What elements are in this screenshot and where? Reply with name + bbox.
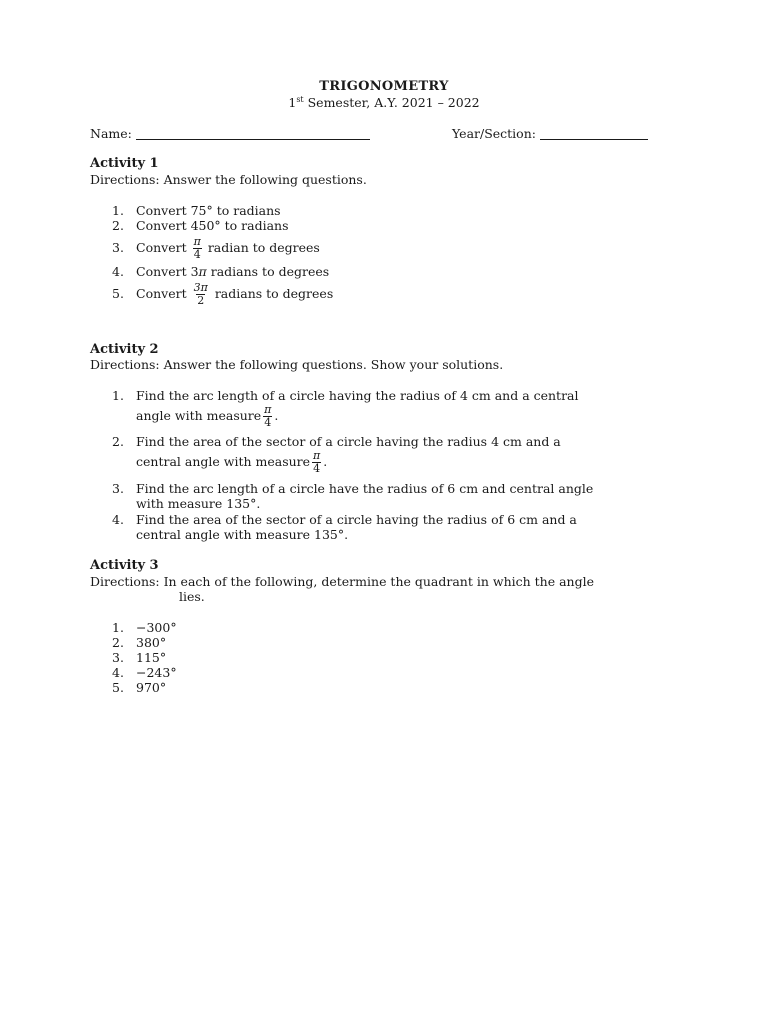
activity-3-directions-cont: lies. bbox=[179, 589, 205, 604]
activity-2-item-3: 3. Find the arc length of a circle have the radius of 6 cm and central angle with measure 135°. bbox=[112, 481, 594, 511]
activity-2-item-4: 4. Find the area of the sector of a circle having the radius of 6 cm and a central angle with measure 135°. bbox=[112, 512, 577, 542]
fraction-pi-over-4: $\frac{\pi}{4}$ bbox=[264, 403, 272, 429]
activity-2-directions: Directions: Answer the following questions. Show your solutions. bbox=[90, 357, 504, 372]
activity-3-directions: Directions: In each of the following, determine the quadrant in which the angle bbox=[90, 574, 594, 589]
fraction-pi-over-4: $\frac{\pi}{4}$ bbox=[193, 235, 201, 261]
activity-1-item-1: 1. Convert 75° to radians bbox=[112, 203, 281, 218]
activity-2-item-1: 1. Find the arc length of a circle having the radius of 4 cm and a central angle with measure $\frac{\pi}{4}$ . bbox=[112, 388, 579, 429]
activity-3-item-1: 1. −300° bbox=[112, 620, 177, 635]
activity-1-directions: Directions: Answer the following questions. bbox=[90, 172, 367, 187]
activity-3-heading: Activity 3 bbox=[90, 558, 159, 573]
name-field[interactable] bbox=[90, 126, 370, 141]
year-section-blank-line[interactable] bbox=[540, 127, 648, 140]
activity-1-item-2: 2. Convert 450° to radians bbox=[112, 218, 289, 233]
year-section-label: Year/Section: bbox=[452, 126, 536, 141]
activity-1-item-4: 4. Convert 3π radians to degrees bbox=[112, 264, 330, 279]
activity-3-item-4: 4. −243° bbox=[112, 665, 177, 680]
activity-1-heading: Activity 1 bbox=[90, 156, 159, 171]
activity-3-item-5: 5. 970° bbox=[112, 680, 167, 695]
page-title: TRIGONOMETRY bbox=[319, 79, 449, 94]
activity-1-item-5: 5. Convert $\frac{3\pi}{2}$ radians to degrees bbox=[112, 281, 334, 307]
activity-2-heading: Activity 2 bbox=[90, 342, 159, 357]
activity-3-item-2: 2. 380° bbox=[112, 635, 167, 650]
year-section-field[interactable] bbox=[452, 126, 648, 141]
fraction-pi-over-4: $\frac{\pi}{4}$ bbox=[313, 449, 321, 475]
activity-1-item-3: 3. Convert $\frac{\pi}{4}$ radian to degrees bbox=[112, 235, 320, 261]
fraction-3pi-over-2: $\frac{3\pi}{2}$ bbox=[193, 281, 208, 307]
name-label: Name: bbox=[90, 126, 132, 141]
semester-line: 1st Semester, A.Y. 2021 – 2022 bbox=[288, 95, 480, 110]
activity-2-item-2: 2. Find the area of the sector of a circle having the radius 4 cm and a central angle with measure $\frac{\pi}{4}$ . bbox=[112, 434, 561, 475]
activity-3-item-3: 3. 115° bbox=[112, 650, 167, 665]
name-blank-line[interactable] bbox=[136, 127, 370, 140]
